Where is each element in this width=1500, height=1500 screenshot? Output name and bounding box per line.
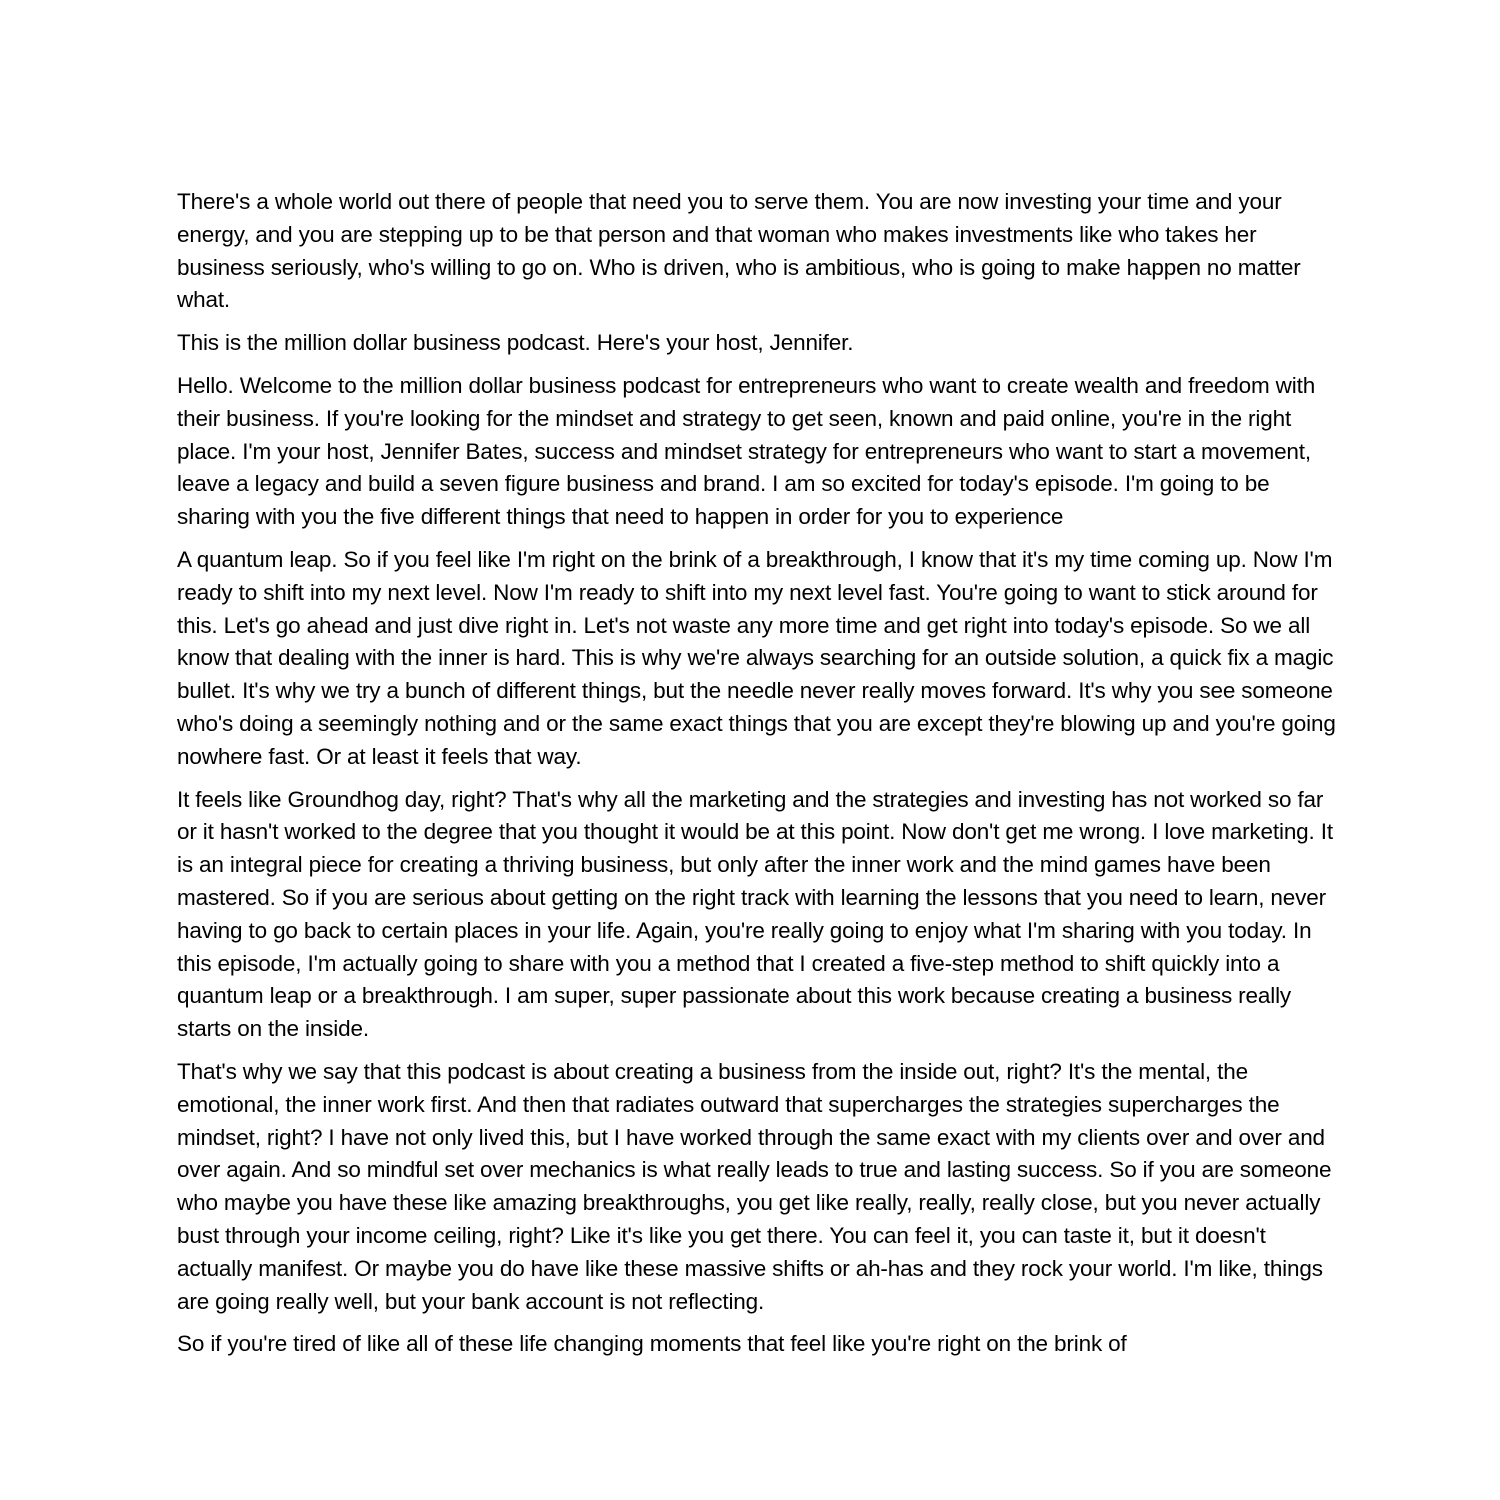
paragraph-intro: There's a whole world out there of people that need you to serve them. You are now investing your time and your energy, and you are stepping up to be that person and that woman who makes investments like who takes her business seriously, who's willing to go on. Who is driven, who is ambitious, who is going to make happen no matter what. — [177, 189, 1301, 313]
paragraph-closing: So if you're tired of like all of these life changing moments that feel like you're right on the brink of — [177, 1331, 1127, 1357]
paragraph-announcer: This is the million dollar business podcast. Here's your host, Jennifer. — [177, 330, 854, 356]
transcript-body — [177, 186, 1337, 1371]
paragraph-groundhog-day: It feels like Groundhog day, right? That's why all the marketing and the strategies and investing has not worked so far or it hasn't worked to the degree that you thought it would be at this point. Now don't get me wrong. I love marketing. It is an integral piece for creating a thriving business, but only after the inner work and the mind games have been mastered. So if you are serious about getting on the right track with learning the lessons that you need to learn, never having to go back to certain places in your life. Again, you're really going to enjoy what I'm sharing with you today. In this episode, I'm actually going to share with you a method that I created a five-step method to shift quickly into a quantum leap or a breakthrough. I am super, super passionate about this work because creating a business really starts on the inside. — [177, 786, 1333, 1042]
paragraph-inside-out: That's why we say that this podcast is about creating a business from the inside out, right? It's the mental, the emotional, the inner work first. And then that radiates outward that supercharges the strategies supercharges the mindset, right? I have not only lived this, but I have worked through the same exact with my clients over and over and over again. And so mindful set over mechanics is what really leads to true and lasting success. So if you are someone who maybe you have these like amazing breakthroughs, you get like really, really, really close, but you never actually bust through your income ceiling, right? Like it's like you get there. You can feel it, you can taste it, but it doesn't actually manifest. Or maybe you do have like these massive shifts or ah-has and they rock your world. I'm like, things are going really well, but your bank account is not reflecting. — [177, 1058, 1332, 1314]
paragraph-quantum-leap: A quantum leap. So if you feel like I'm right on the brink of a breakthrough, I know that it's my time coming up. Now I'm ready to shift into my next level. Now I'm ready to shift into my next level fast. You're going to want to stick around for this. Let's go ahead and just dive right in. Let's not waste any more time and get right into today's episode. So we all know that dealing with the inner is hard. This is why we're always searching for an outside solution, a quick fix a magic bullet. It's why we try a bunch of different things, but the needle never really moves forward. It's why you see someone who's doing a seemingly nothing and or the same exact things that you are except they're blowing up and you're going nowhere fast. Or at least it feels that way. — [177, 546, 1336, 769]
paragraph-welcome: Hello. Welcome to the million dollar business podcast for entrepreneurs who want to create wealth and freedom with their business. If you're looking for the mindset and strategy to get seen, known and paid online, you're in the right place. I'm your host, Jennifer Bates, success and mindset strategy for entrepreneurs who want to start a movement, leave a legacy and build a seven figure business and brand. I am so excited for today's episode. I'm going to be sharing with you the five different things that need to happen in order for you to experience — [177, 372, 1316, 530]
